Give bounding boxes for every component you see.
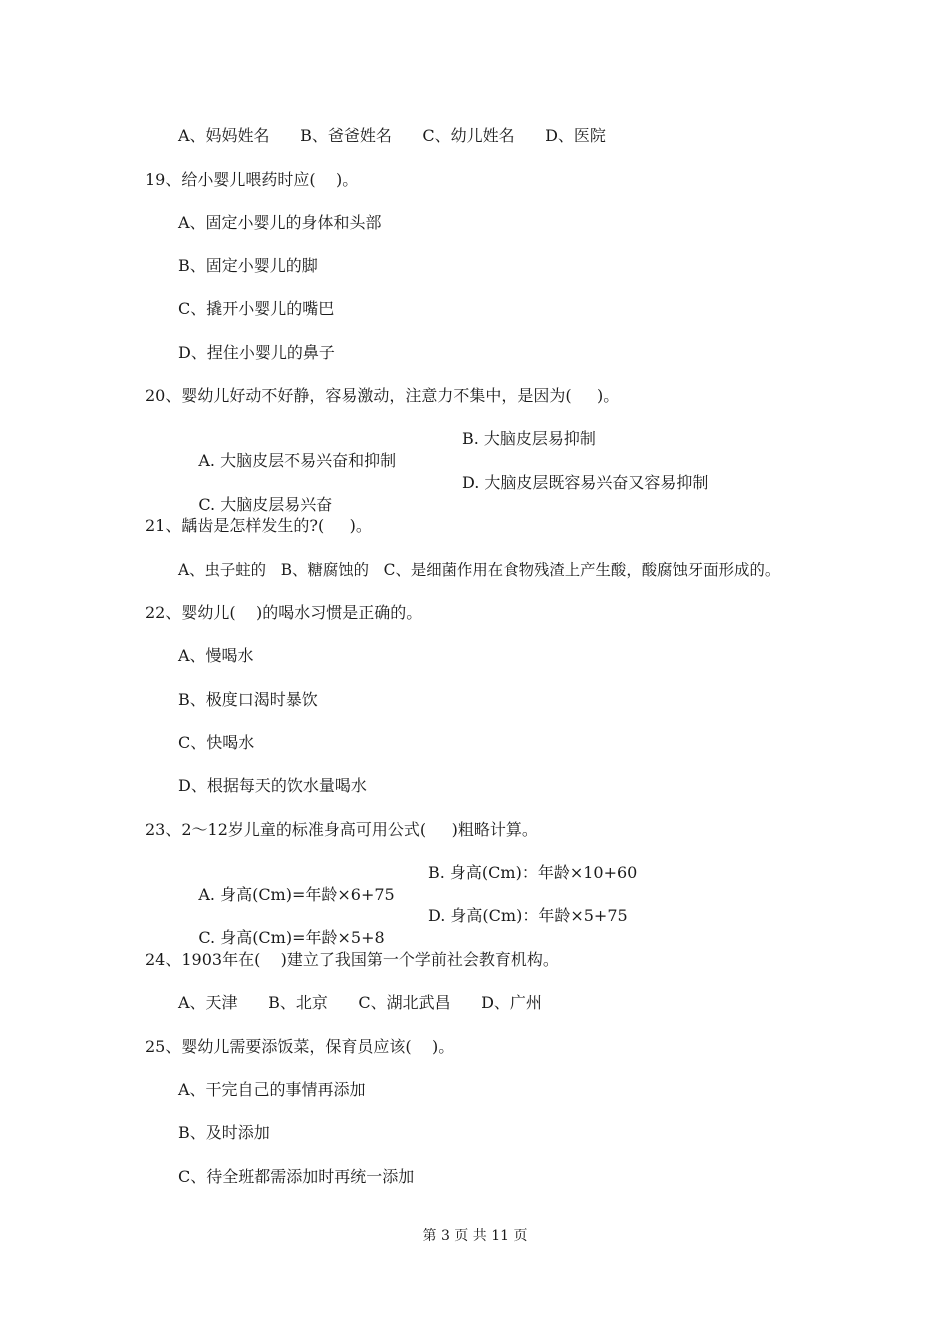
q20-option-d: D. 大脑皮层既容易兴奋又容易抑制 [462, 473, 709, 492]
q19-option-d: D、捏住小婴儿的鼻子 [178, 343, 335, 362]
q22-option-b: B、极度口渴时暴饮 [178, 690, 318, 709]
q19-stem: 19、给小婴儿喂药时应( )。 [145, 170, 359, 189]
q19-option-a: A、固定小婴儿的身体和头部 [178, 213, 382, 232]
q24-options: A、天津 B、北京 C、湖北武昌 D、广州 [178, 993, 542, 1012]
q24-stem: 24、1903年在( )建立了我国第一个学前社会教育机构。 [145, 950, 559, 969]
q22-stem: 22、婴幼儿( )的喝水习惯是正确的。 [145, 603, 423, 622]
q23-option-c: C. 身高(Cm)=年龄×5+8 [198, 928, 385, 947]
q23-option-b: B. 身高(Cm)：年龄×10+60 [428, 863, 638, 882]
q23-option-a: A. 身高(Cm)=年龄×6+75 [198, 885, 395, 904]
q23-option-d: D. 身高(Cm)：年龄×5+75 [428, 906, 628, 925]
q18-options: A、妈妈姓名 B、爸爸姓名 C、幼儿姓名 D、医院 [178, 126, 606, 145]
q19-option-c: C、撬开小婴儿的嘴巴 [178, 299, 335, 318]
q22-option-c: C、快喝水 [178, 733, 255, 752]
q20-option-a: A. 大脑皮层不易兴奋和抑制 [198, 451, 397, 470]
q25-stem: 25、婴幼儿需要添饭菜，保育员应该( )。 [145, 1037, 455, 1056]
q19-option-b: B、固定小婴儿的脚 [178, 256, 318, 275]
q22-option-d: D、根据每天的饮水量喝水 [178, 776, 367, 795]
q25-option-a: A、干完自己的事情再添加 [178, 1080, 366, 1099]
q23-stem: 23、2～12岁儿童的标准身高可用公式( )粗略计算。 [145, 820, 538, 839]
q21-options: A、虫子蛀的 B、糖腐蚀的 C、是细菌作用在食物残渣上产生酸，酸腐蚀牙面形成的。 [178, 561, 781, 579]
q20-option-c: C. 大脑皮层易兴奋 [198, 495, 333, 514]
q25-option-c: C、待全班都需添加时再统一添加 [178, 1167, 415, 1186]
q25-option-b: B、及时添加 [178, 1123, 270, 1142]
q20-option-b: B. 大脑皮层易抑制 [462, 429, 596, 448]
q20-stem: 20、婴幼儿好动不好静，容易激动，注意力不集中，是因为( )。 [145, 386, 620, 405]
q22-option-a: A、慢喝水 [178, 646, 254, 665]
page-footer: 第 3 页 共 11 页 [422, 1228, 528, 1244]
q21-stem: 21、龋齿是怎样发生的?( )。 [145, 516, 372, 535]
